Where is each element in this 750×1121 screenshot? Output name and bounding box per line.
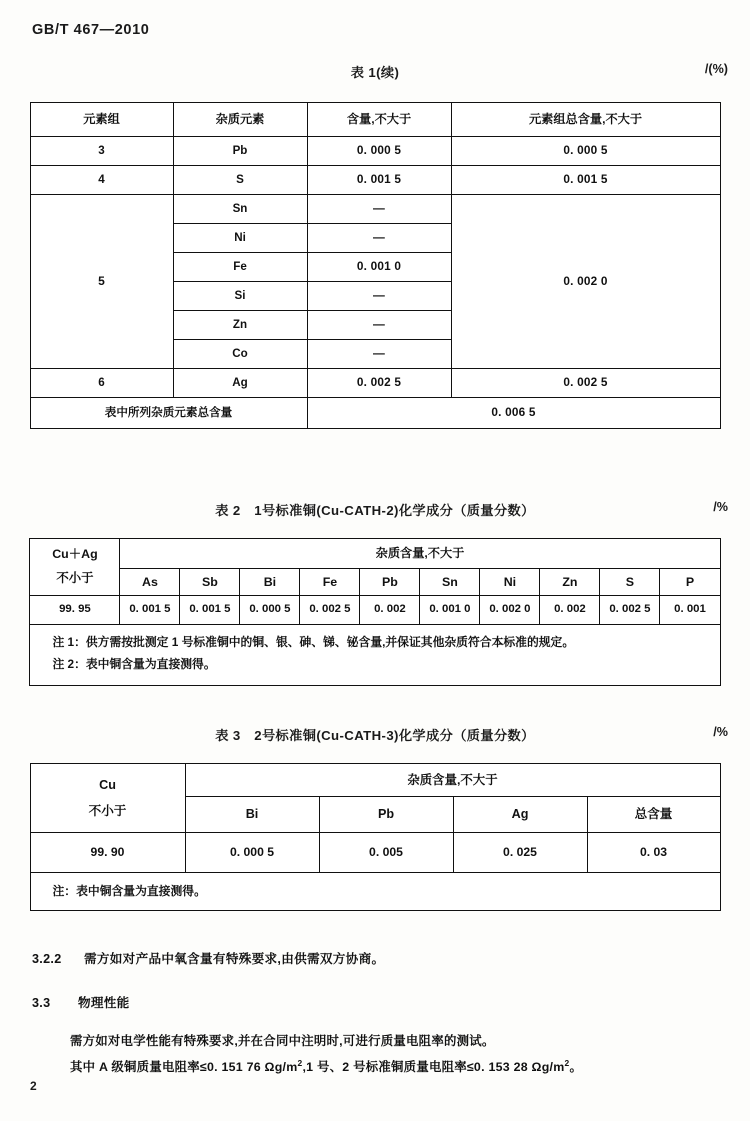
table3-value: 0. 025	[453, 833, 587, 873]
table2-element-header: P	[660, 569, 720, 596]
table2-value: 0. 002	[540, 596, 600, 625]
resistivity-prefix: 其中 A 级铜质量电阻率≤0. 151 76 Ωg/m	[70, 1060, 298, 1074]
table3-column-header: Ag	[453, 797, 587, 833]
table-row	[30, 398, 720, 429]
table1-content: 0. 000 5	[307, 137, 451, 166]
table1-group: 5	[30, 195, 173, 369]
table2-element-header: Sb	[180, 569, 240, 596]
table-row	[30, 369, 720, 398]
table3-note: 注：表中铜含量为直接测得。	[30, 873, 720, 911]
table-3	[30, 763, 721, 911]
table1-element: Zn	[173, 311, 307, 340]
table3-cu-header	[30, 764, 185, 833]
table1-element: S	[173, 166, 307, 195]
table1-footer-value: 0. 006 5	[307, 398, 720, 429]
table3-value: 0. 000 5	[185, 833, 319, 873]
table2-note-2: 注 2：表中铜含量为直接测得。	[52, 656, 216, 671]
table2-value: 0. 001 5	[120, 596, 180, 625]
table1-content: —	[307, 340, 451, 369]
table-row	[30, 569, 720, 596]
table1-col-header-group-total: 元素组总含量,不大于	[451, 103, 720, 137]
paragraph-electrical-test: 需方如对电学性能有特殊要求,并在合同中注明时,可进行质量电阻率的测试。	[70, 1034, 495, 1048]
table2-notes	[30, 625, 720, 686]
table1-unit: /(%)	[704, 62, 728, 76]
table3-column-header: Pb	[319, 797, 453, 833]
page-number: 2	[30, 1079, 37, 1093]
table-row	[30, 833, 720, 873]
table2-caption: 表 2 1号标准铜(Cu-CATH-2)化学成分（质量分数）	[215, 503, 535, 518]
table1-element: Ag	[173, 369, 307, 398]
paragraph-resistivity	[70, 1057, 750, 1075]
table-row	[30, 539, 720, 569]
table2-value: 0. 000 5	[240, 596, 300, 625]
table-1-continued	[30, 102, 721, 429]
table2-value: 0. 001 5	[180, 596, 240, 625]
clause-3-2-2-number: 3.2.2	[32, 952, 62, 966]
table2-note-1: 注 1：供方需按批测定 1 号标准铜中的铜、银、砷、锑、铋含量,并保证其他杂质符合本标准的规定。	[52, 635, 575, 649]
table1-caption-row	[0, 62, 750, 81]
table1-caption: 表 1(续)	[350, 65, 400, 80]
table1-element: Co	[173, 340, 307, 369]
table2-element-header: As	[120, 569, 180, 596]
table2-cu-header-line2: 不小于	[56, 571, 94, 585]
table1-content: 0. 002 5	[307, 369, 451, 398]
table-row	[30, 596, 720, 625]
standard-code-header: GB/T 467—2010	[32, 22, 150, 38]
table3-column-header: 总含量	[587, 797, 720, 833]
table3-value: 0. 03	[587, 833, 720, 873]
table2-cu-value: 99. 95	[30, 596, 120, 625]
table1-col-header-content: 含量,不大于	[307, 103, 451, 137]
table-row	[30, 166, 720, 195]
table3-cu-value: 99. 90	[30, 833, 185, 873]
table1-element: Pb	[173, 137, 307, 166]
table-row	[30, 137, 720, 166]
table2-impurity-header: 杂质含量,不大于	[120, 539, 720, 569]
table2-element-header: Sn	[420, 569, 480, 596]
table2-element-header: Pb	[360, 569, 420, 596]
table-row	[30, 195, 720, 224]
table2-element-header: Fe	[300, 569, 360, 596]
table2-element-header: Zn	[540, 569, 600, 596]
table1-group: 3	[30, 137, 173, 166]
table1-content: —	[307, 311, 451, 340]
table1-footer-label: 表中所列杂质元素总含量	[30, 398, 307, 429]
table3-caption-row	[0, 725, 750, 744]
resistivity-suffix: 。	[569, 1060, 583, 1074]
table1-element: Fe	[173, 253, 307, 282]
table1-content: —	[307, 224, 451, 253]
table3-value: 0. 005	[319, 833, 453, 873]
table3-cu-header-line1: Cu	[99, 777, 116, 792]
table-row	[30, 873, 720, 911]
table2-cu-header-line1: Cu＋Ag	[52, 547, 98, 562]
table2-value: 0. 001 0	[420, 596, 480, 625]
table2-value: 0. 002 5	[600, 596, 660, 625]
table3-impurity-header: 杂质含量,不大于	[185, 764, 720, 797]
table2-element-header: Bi	[240, 569, 300, 596]
table1-group-total: 0. 001 5	[451, 166, 720, 195]
table1-element: Si	[173, 282, 307, 311]
table3-cu-header-line2: 不小于	[88, 804, 127, 818]
table1-element: Ni	[173, 224, 307, 253]
table1-group-total: 0. 002 5	[451, 369, 720, 398]
table2-value: 0. 002 0	[480, 596, 540, 625]
table1-group-total: 0. 002 0	[451, 195, 720, 369]
clause-3-3-text: 物理性能	[78, 996, 130, 1010]
clause-3-3	[32, 992, 750, 1011]
table-row	[30, 764, 720, 797]
table3-caption: 表 3 2号标准铜(Cu-CATH-3)化学成分（质量分数）	[215, 728, 535, 743]
table2-cu-header	[30, 539, 120, 596]
table1-col-header-group: 元素组	[30, 103, 173, 137]
table1-content: —	[307, 195, 451, 224]
clause-3-3-number: 3.3	[32, 996, 51, 1010]
table1-content: —	[307, 282, 451, 311]
table1-group: 4	[30, 166, 173, 195]
table1-col-header-element: 杂质元素	[173, 103, 307, 137]
table2-element-header: Ni	[480, 569, 540, 596]
resistivity-exponent-2: 2	[564, 1057, 570, 1068]
clause-3-2-2	[32, 948, 750, 967]
table2-element-header: S	[600, 569, 660, 596]
table2-caption-row	[0, 500, 750, 519]
table3-unit: /%	[713, 725, 728, 739]
resistivity-exponent-1: 2	[297, 1057, 303, 1068]
table-row	[30, 625, 720, 686]
table2-value: 0. 002	[360, 596, 420, 625]
table1-group-total: 0. 000 5	[451, 137, 720, 166]
table1-group: 6	[30, 369, 173, 398]
table1-element: Sn	[173, 195, 307, 224]
table-row	[30, 103, 720, 137]
table-2	[29, 538, 720, 686]
table1-content: 0. 001 5	[307, 166, 451, 195]
resistivity-middle: ,1 号、2 号标准铜质量电阻率≤0. 153 28 Ωg/m	[302, 1060, 565, 1074]
table2-value: 0. 001	[660, 596, 720, 625]
table2-unit: /%	[713, 500, 728, 514]
table2-value: 0. 002 5	[300, 596, 360, 625]
table1-content: 0. 001 0	[307, 253, 451, 282]
clause-3-2-2-text: 需方如对产品中氧含量有特殊要求,由供需双方协商。	[84, 952, 385, 966]
table3-column-header: Bi	[185, 797, 319, 833]
